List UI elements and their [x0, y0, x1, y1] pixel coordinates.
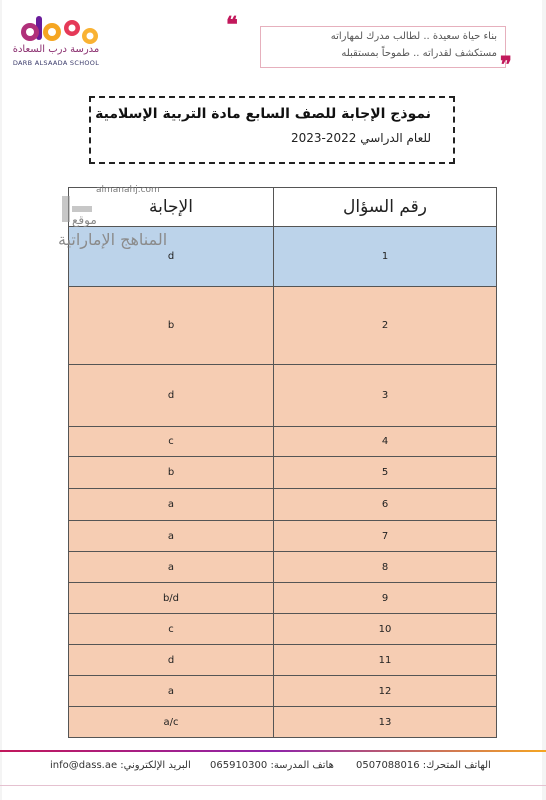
- footer-email: البريد الإلكتروني: info@dass.ae: [50, 760, 191, 771]
- table-row: [69, 287, 497, 365]
- answer-column-header: الإجابة: [69, 188, 274, 227]
- answer-cell: c: [69, 427, 274, 457]
- table-row: [69, 457, 497, 489]
- answer-cell: a/c: [69, 707, 274, 738]
- answer-cell: a: [69, 489, 274, 521]
- footer-divider: [0, 750, 546, 752]
- footer-bottom-line: [0, 785, 546, 786]
- table-row: [69, 489, 497, 521]
- motto-line-2: مستكشف لقدراته .. طموحاً بمستقبله: [341, 48, 497, 59]
- table-row: [69, 707, 497, 738]
- question-number-cell: 11: [274, 645, 497, 676]
- answer-cell: b: [69, 457, 274, 489]
- question-number-cell: 6: [274, 489, 497, 521]
- logo-mark-icon: [6, 14, 106, 48]
- question-number-cell: 3: [274, 365, 497, 427]
- motto-box: [260, 26, 506, 68]
- motto-line-1: بناء حياة سعيدة .. لطالب مدرك لمهاراته: [330, 31, 497, 42]
- question-number-cell: 7: [274, 521, 497, 552]
- question-number-cell: 8: [274, 552, 497, 583]
- answer-cell: b: [69, 287, 274, 365]
- question-number-cell: 1: [274, 227, 497, 287]
- footer-mobile-phone: الهاتف المتحرك: 0507088016: [356, 760, 491, 771]
- question-number-cell: 13: [274, 707, 497, 738]
- answer-cell: a: [69, 676, 274, 707]
- table-row: [69, 521, 497, 552]
- table-row: [69, 614, 497, 645]
- table-row: [69, 365, 497, 427]
- table-row: [69, 676, 497, 707]
- question-number-cell: 4: [274, 427, 497, 457]
- question-number-cell: 2: [274, 287, 497, 365]
- answer-cell: d: [69, 227, 274, 287]
- answer-cell: a: [69, 552, 274, 583]
- question-number-cell: 5: [274, 457, 497, 489]
- answer-cell: d: [69, 365, 274, 427]
- question-number-cell: 10: [274, 614, 497, 645]
- footer-school-phone: هاتف المدرسة: 065910300: [210, 760, 334, 771]
- table-row: [69, 645, 497, 676]
- answer-cell: d: [69, 645, 274, 676]
- table-row: [69, 427, 497, 457]
- table-row: [69, 552, 497, 583]
- answer-cell: c: [69, 614, 274, 645]
- watermark-site: almanahj.com: [96, 185, 160, 195]
- logo-arabic-name: مدرسة درب السعادة: [12, 44, 100, 55]
- watermark-line-1: موقع: [72, 213, 97, 227]
- answer-cell: b/d: [69, 583, 274, 614]
- watermark-line-2: المناهج الإماراتية: [58, 230, 168, 249]
- title-box: [89, 96, 455, 164]
- table-row: [69, 583, 497, 614]
- answer-key-table: [68, 187, 497, 738]
- quote-open-icon: ❝: [226, 12, 238, 38]
- question-number-cell: 9: [274, 583, 497, 614]
- quote-close-icon: ❞: [500, 52, 512, 78]
- question-number-column-header: رقم السؤال: [274, 188, 497, 227]
- page-title: نموذج الإجابة للصف السابع مادة التربية الإسلامية: [95, 106, 431, 122]
- question-number-cell: 12: [274, 676, 497, 707]
- answer-cell: a: [69, 521, 274, 552]
- logo-english-name: DARB ALSAADA SCHOOL: [12, 59, 100, 67]
- academic-year: للعام الدراسي 2022-2023: [290, 131, 431, 145]
